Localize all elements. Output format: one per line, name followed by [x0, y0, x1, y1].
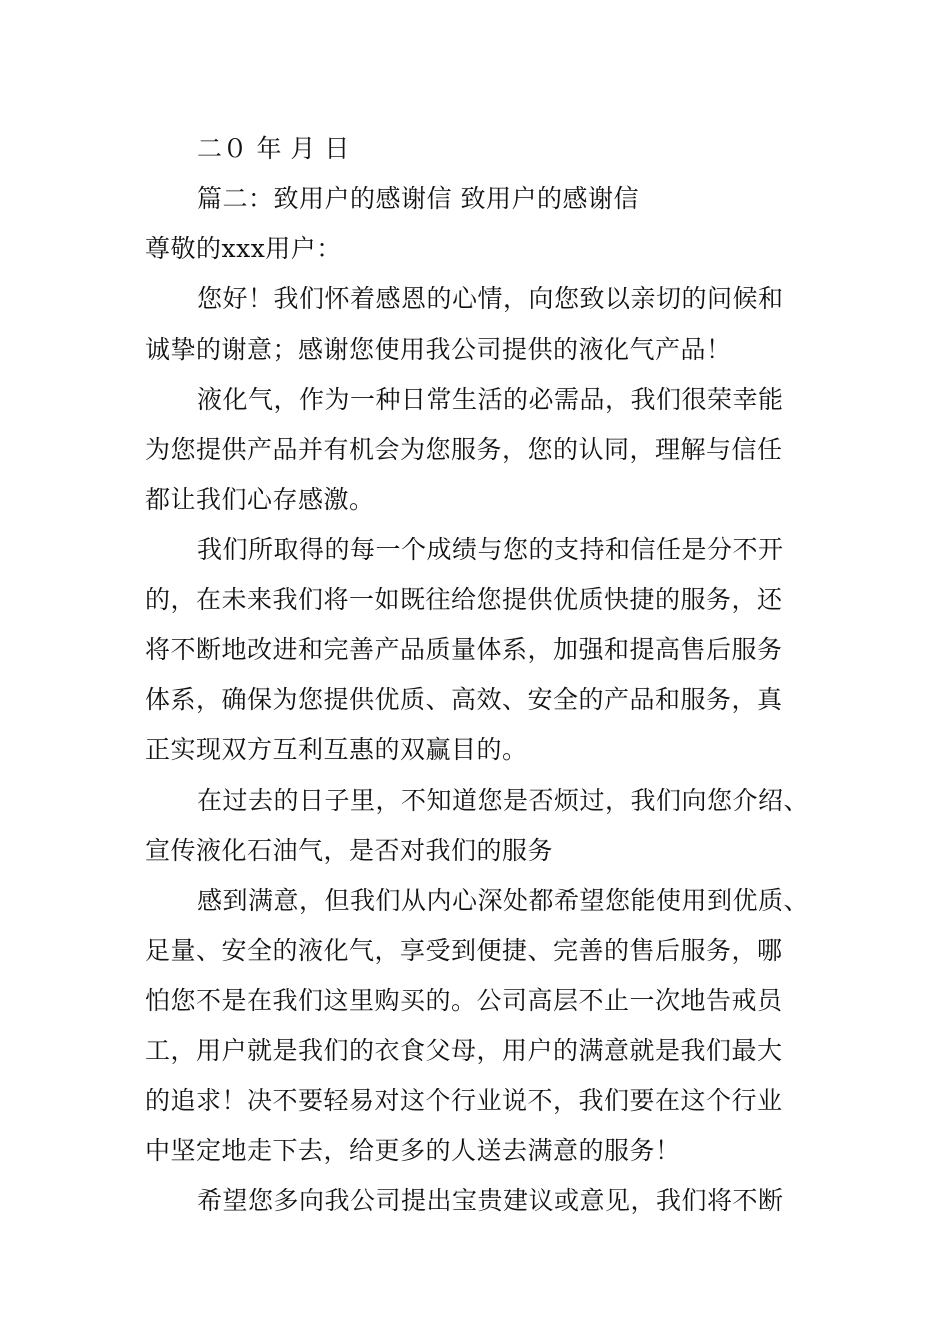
body-line: 在过去的日子里，不知道您是否烦过，我们向您介绍、: [197, 786, 810, 815]
body-line: 诚挚的谢意；感谢您使用我公司提供的液化气产品！: [145, 335, 732, 364]
body-line: 感到满意，但我们从内心深处都希望您能使用到优质、: [197, 886, 810, 915]
date-line: 二０ 年 月 日: [197, 134, 350, 163]
body-line: 将不断地改进和完善产品质量体系，加强和提高售后服务: [145, 635, 783, 664]
body-line: 体系，确保为您提供优质、高效、安全的产品和服务，真: [145, 685, 783, 714]
body-line: 都让我们心存感激。: [145, 485, 375, 514]
body-line: 的，在未来我们将一如既往给您提供优质快捷的服务，还: [145, 585, 783, 614]
body-line: 液化气，作为一种日常生活的必需品，我们很荣幸能: [197, 385, 784, 414]
section-heading: 篇二：致用户的感谢信 致用户的感谢信: [197, 184, 639, 213]
body-line: 中坚定地走下去，给更多的人送去满意的服务！: [145, 1136, 681, 1165]
salutation: 尊敬的xxx用户：: [145, 234, 342, 263]
body-line: 怕您不是在我们这里购买的。公司高层不止一次地告戒员: [145, 986, 783, 1015]
body-line: 工，用户就是我们的衣食父母，用户的满意就是我们最大: [145, 1036, 783, 1065]
body-line: 足量、安全的液化气，享受到便捷、完善的售后服务，哪: [145, 936, 783, 965]
body-line: 的追求！决不要轻易对这个行业说不，我们要在这个行业: [145, 1086, 783, 1115]
body-line: 希望您多向我公司提出宝贵建议或意见，我们将不断: [197, 1186, 784, 1215]
body-line: 您好！我们怀着感恩的心情，向您致以亲切的问候和: [197, 284, 784, 313]
body-line: 正实现双方互利互惠的双赢目的。: [145, 735, 528, 764]
body-line: 宣传液化石油气，是否对我们的服务: [145, 836, 554, 865]
body-line: 我们所取得的每一个成绩与您的支持和信任是分不开: [197, 535, 784, 564]
body-line: 为您提供产品并有机会为您服务，您的认同，理解与信任: [145, 435, 783, 464]
